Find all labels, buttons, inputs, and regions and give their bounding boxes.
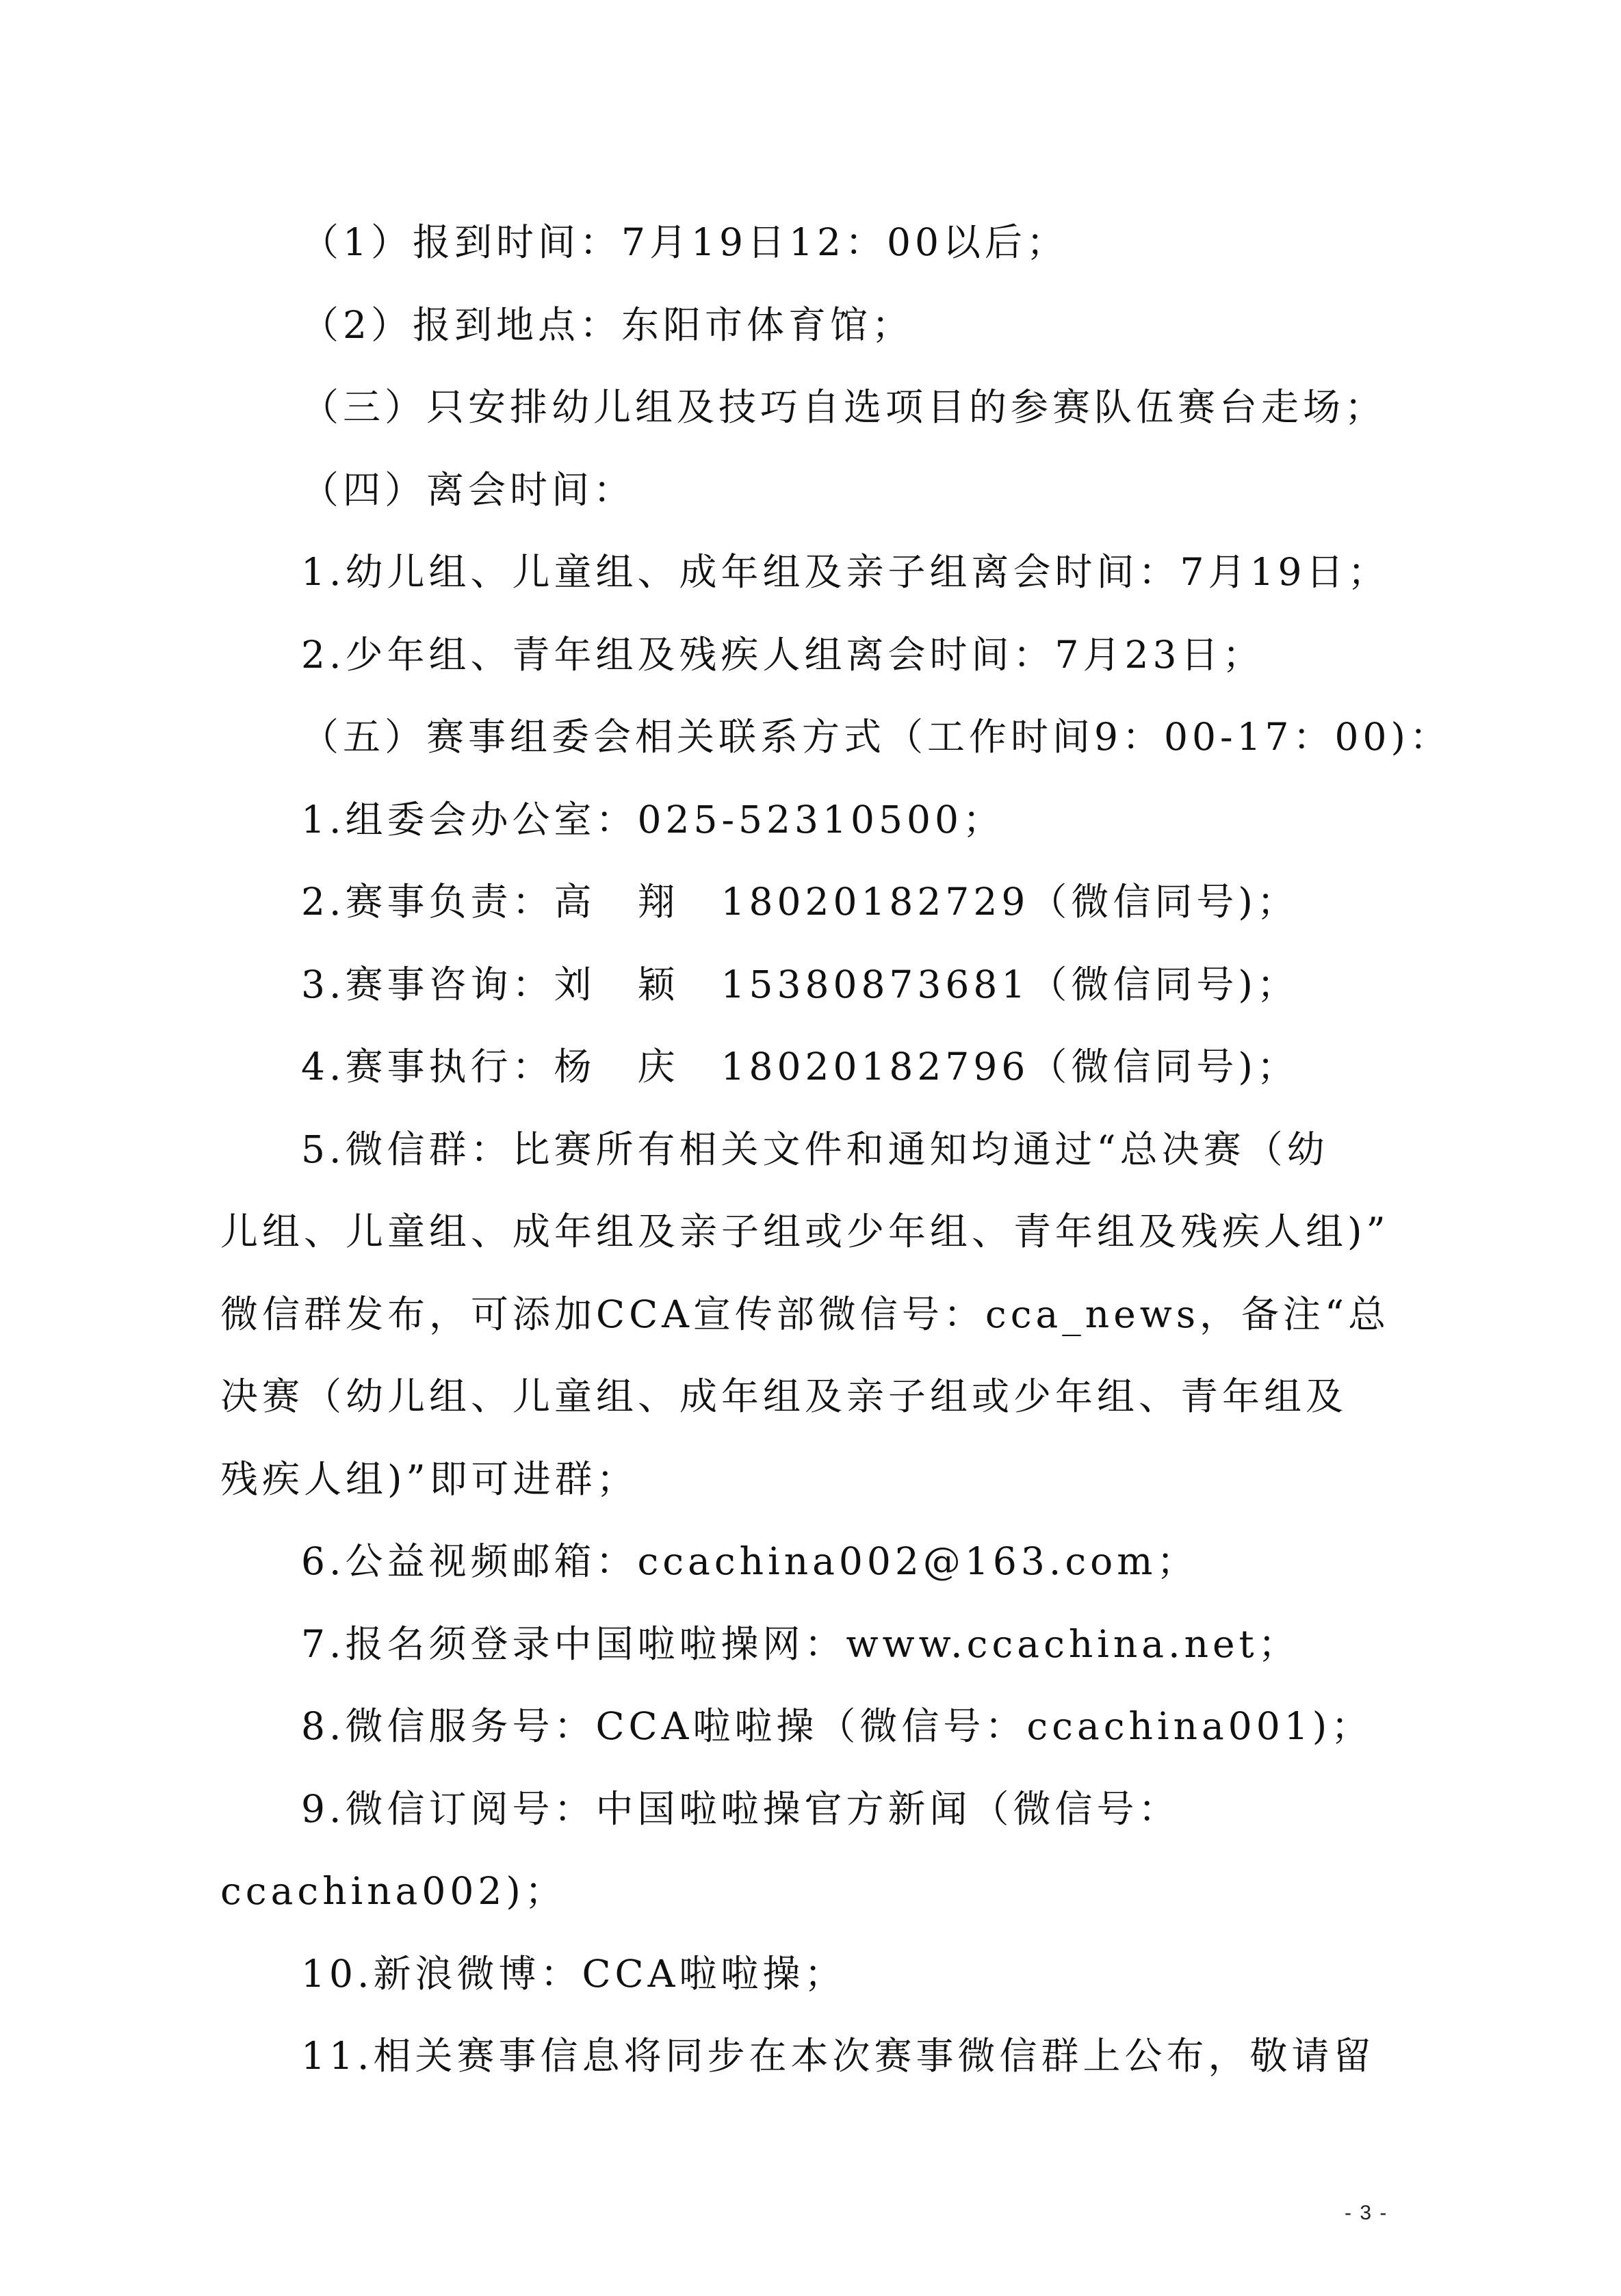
paragraph-line: 1.幼儿组、儿童组、成年组及亲子组离会时间：7月19日； [301, 550, 1390, 594]
paragraph-line: 6.公益视频邮箱：ccachina002@163.com； [301, 1539, 1199, 1583]
paragraph-line: ccachina002)； [220, 1869, 567, 1913]
paragraph-line: 微信群发布，可添加CCA宣传部微信号：cca_news，备注“总 [220, 1292, 1390, 1336]
paragraph-line: 决赛（幼儿组、儿童组、成年组及亲子组或少年组、青年组及 [220, 1374, 1348, 1418]
paragraph-line: 8.微信服务号：CCA啦啦操（微信号：ccachina001)； [301, 1704, 1373, 1748]
paragraph-line: （五）赛事组委会相关联系方式（工作时间9：00-17：00)： [301, 715, 1451, 759]
paragraph-line: 2.少年组、青年组及残疾人组离会时间：7月23日； [301, 632, 1265, 677]
paragraph-line: 5.微信群：比赛所有相关文件和通知均通过“总决赛（幼 [301, 1127, 1329, 1171]
paragraph-line: 2.赛事负责：高 翔 18020182729（微信同号)； [301, 880, 1299, 924]
paragraph-line: 3.赛事咨询：刘 颖 15380873681（微信同号)； [301, 962, 1299, 1006]
paragraph-line: 7.报名须登录中国啦啦操网：www.ccachina.net； [301, 1621, 1300, 1666]
paragraph-line: 儿组、儿童组、成年组及亲子组或少年组、青年组及残疾人组)” [220, 1210, 1390, 1253]
paragraph-line: 1.组委会办公室：025-52310500； [301, 797, 1004, 842]
paragraph-line: 4.赛事执行：杨 庆 18020182796（微信同号)； [301, 1045, 1299, 1088]
document-body [220, 201, 1451, 2098]
paragraph-line: （四）离会时间： [301, 467, 636, 512]
paragraph-line: （2）报到地点：东阳市体育馆； [301, 302, 913, 347]
paragraph-line: 残疾人组)”即可进群； [220, 1457, 638, 1501]
paragraph-line: 10.新浪微博：CCA啦啦操； [301, 1951, 846, 1996]
page-number: - 3 - [1345, 2202, 1388, 2224]
paragraph-line: （1）报到时间：7月19日12：00以后； [301, 220, 1068, 264]
paragraph-line: 9.微信订阅号：中国啦啦操官方新闻（微信号： [301, 1786, 1180, 1831]
paragraph-line: （三）只安排幼儿组及技巧自选项目的参赛队伍赛台走场； [301, 385, 1387, 429]
paragraph-line: 11.相关赛事信息将同步在本次赛事微信群上公布，敬请留 [301, 2034, 1375, 2078]
